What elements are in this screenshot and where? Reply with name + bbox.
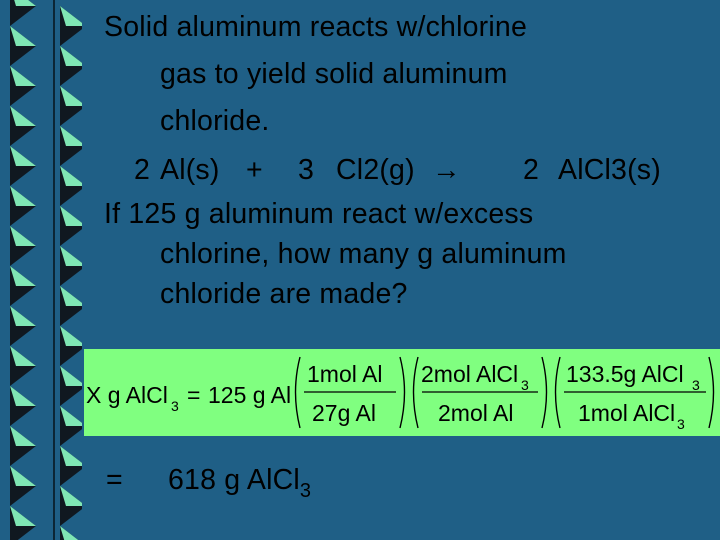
problem-line-3: chloride. [160,105,270,137]
factor2-left-paren [414,357,419,428]
reaction-species-2: Cl2(g) [336,154,415,186]
factor3-right-paren [709,357,714,428]
factor1-numerator: 1mol Al [307,361,383,387]
factor2-right-paren [542,357,547,428]
answer [168,466,311,501]
answer-equals: = [106,464,123,496]
eq-given-mass: 125 g Al [208,382,292,408]
answer-value: 618 g AlCl [168,464,300,496]
question-line-3: chloride are made? [160,278,408,310]
eq-lhs-sub: 3 [171,398,179,414]
reaction-species-1: Al(s) [160,154,220,186]
factor2-numerator: 2mol AlCl [421,361,519,387]
factor1-left-paren [296,357,301,428]
reaction-species-3: AlCl3(s) [558,154,661,186]
factor3-numerator-sub: 3 [692,377,700,393]
question-line-1: If 125 g aluminum react w/excess [104,198,534,230]
reaction-plus: + [246,154,263,186]
problem-line-1: Solid aluminum reacts w/chlorine [104,11,527,43]
dimensional-analysis-equation [84,349,720,436]
reaction-coef-2: 3 [298,154,315,186]
question-line-2: chlorine, how many g aluminum [160,238,567,270]
reaction-coef-1: 2 [134,154,151,186]
factor3-denominator-sub: 3 [677,416,685,432]
factor2-numerator-sub: 3 [521,377,529,393]
factor2-denominator: 2mol Al [438,400,514,426]
eq-lhs: X g AlCl [86,382,168,408]
answer-subscript: 3 [299,480,312,502]
factor3-denominator: 1mol AlCl [578,400,676,426]
factor1-right-paren [400,357,405,428]
problem-line-2: gas to yield solid aluminum [160,58,508,90]
factor3-left-paren [556,357,561,428]
reaction-arrow: → [432,154,461,186]
decorative-bullet-strip [0,0,82,540]
eq-equals: = [187,382,201,408]
factor1-denominator: 27g Al [312,400,376,426]
reaction-coef-3: 2 [523,154,540,186]
factor3-numerator: 133.5g AlCl [566,361,684,387]
equation-box [84,349,720,436]
